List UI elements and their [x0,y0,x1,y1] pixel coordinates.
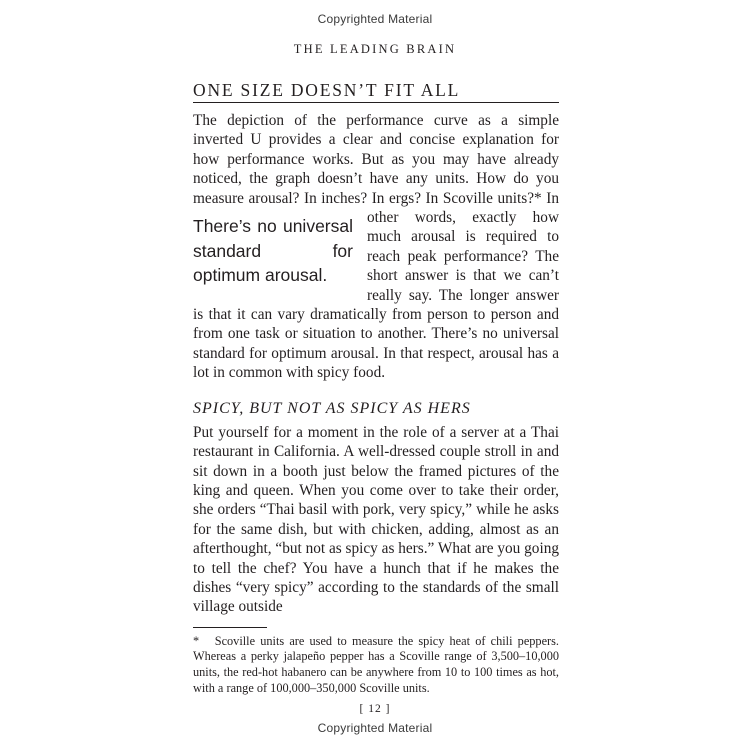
copyright-watermark-top: Copyrighted Material [317,12,433,26]
footnote [193,634,559,696]
copyright-watermark-bottom: Copyrighted Material [317,721,433,735]
running-head: THE LEADING BRAIN [293,42,457,56]
page-number: [ 12 ] [359,703,391,715]
pull-quote: There’s no universal standard for optimum arousal. [193,216,353,286]
paragraph-opening: The depiction of the performance curve as a simple inverted U provides a clear and concise explanation for how performance works. But as you may have already noticed, the graph doesn’t have any units. How do you measure arousal? In inches? In ergs? In Scoville units?* [193,112,559,207]
footnote-divider [193,627,267,628]
footnote-text: Scoville units are used to measure the spicy heat of chili peppers. Whereas a perky jalapeño pepper has a Scoville range of 3,500–10,000 units, the red-hot habanero can be anywhere from 10 to 100 times as hot, with a range of 100,000–350,000 Scoville units. [193,633,559,695]
page-body [193,80,559,696]
subsection-paragraph: Put yourself for a moment in the role of a server at a Thai restaurant in California. A well-dressed couple stroll in and sit down in a booth just below the framed pictures of the king and queen. When you come over to take their order, she orders “Thai basil with pork, very spicy,” while he asks for the same dish, but with chicken, adding, almost as an afterthought, “but not as spicy as hers.” What are you going to tell the chef? You have a hunch that if he makes the dishes “very spicy” according to the standards of the small village outside [193,423,559,616]
subsection-title: SPICY, BUT NOT AS SPICY AS HERS [193,399,471,417]
section-paragraph [193,111,559,383]
section-title: ONE SIZE DOESN’T FIT ALL [193,80,559,103]
footnote-marker: * [193,633,200,648]
paragraph-continuation: In other words, exactly how much arousal is required to reach peak performance? The short answer is that we can’t really say. The longer answer is that it can vary dramatically from person to person and from one task or situation to another. There’s no universal standard for optimum arousal. In that respect, arousal has a lot in common with spicy food. [193,189,559,382]
